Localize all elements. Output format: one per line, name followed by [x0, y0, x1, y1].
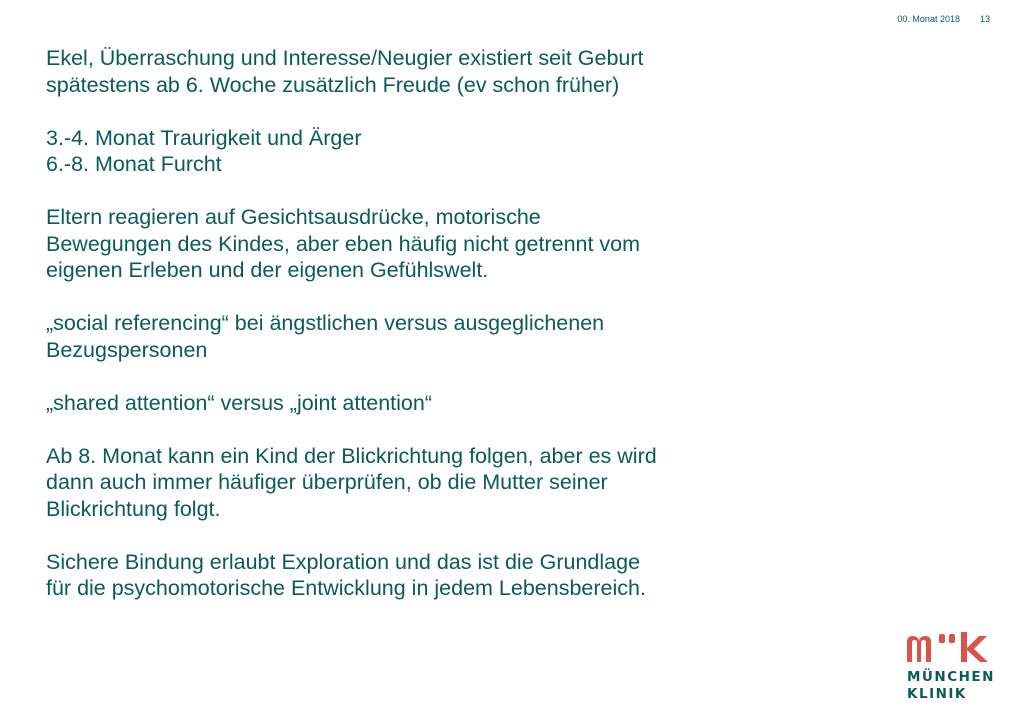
page-number: 13 [979, 14, 990, 24]
text-line: 3.-4. Monat Traurigkeit und Ärger [46, 125, 362, 150]
text-line: Bezugspersonen [46, 337, 208, 362]
text-line: eigenen Erleben und der eigenen Gefühlswelt. [46, 258, 489, 282]
muenchen-klinik-logo [905, 628, 995, 708]
paragraph-emotions-months [46, 125, 806, 178]
text-line: „shared attention“ versus „joint attention“ [46, 390, 433, 415]
text-line: Ab 8. Monat kann ein Kind der Blickrichtung folgen, aber es wird [46, 443, 657, 468]
text-line: Ekel, Überraschung und Interesse/Neugier existiert seit Geburt [46, 46, 644, 70]
logo-text-klinik: KLINIK [907, 686, 967, 702]
text-line: 6.-8. Monat Furcht [46, 152, 222, 176]
paragraph-shared-attention [46, 390, 806, 417]
text-line: für die psychomotorische Entwicklung in jedem Lebensbereich. [46, 576, 646, 600]
paragraph-secure-attachment [46, 549, 806, 602]
paragraph-gaze-following [46, 443, 806, 523]
mk-logo-mark [905, 628, 993, 664]
text-line: Eltern reagieren auf Gesichtsausdrücke, motorische [46, 205, 541, 229]
header-date: 00. Monat 2018 [897, 14, 960, 24]
logo-text-muenchen: MÜNCHEN [907, 669, 995, 685]
paragraph-parents-react [46, 204, 806, 284]
slide-body [46, 45, 806, 628]
text-line: „social referencing“ bei ängstlichen versus ausgeglichenen [46, 311, 605, 335]
paragraph-emotions-birth [46, 45, 806, 98]
text-line: dann auch immer häufiger überprüfen, ob die Mutter seiner [46, 470, 608, 494]
text-line: Sichere Bindung erlaubt Exploration und das ist die Grundlage [46, 549, 641, 574]
text-line: Blickrichtung folgt. [46, 496, 221, 521]
slide-header [897, 14, 990, 24]
text-line: Bewegungen des Kindes, aber eben häufig nicht getrennt vom [46, 231, 641, 256]
text-line: spätestens ab 6. Woche zusätzlich Freude (ev schon früher) [46, 72, 620, 97]
paragraph-social-referencing [46, 310, 806, 363]
